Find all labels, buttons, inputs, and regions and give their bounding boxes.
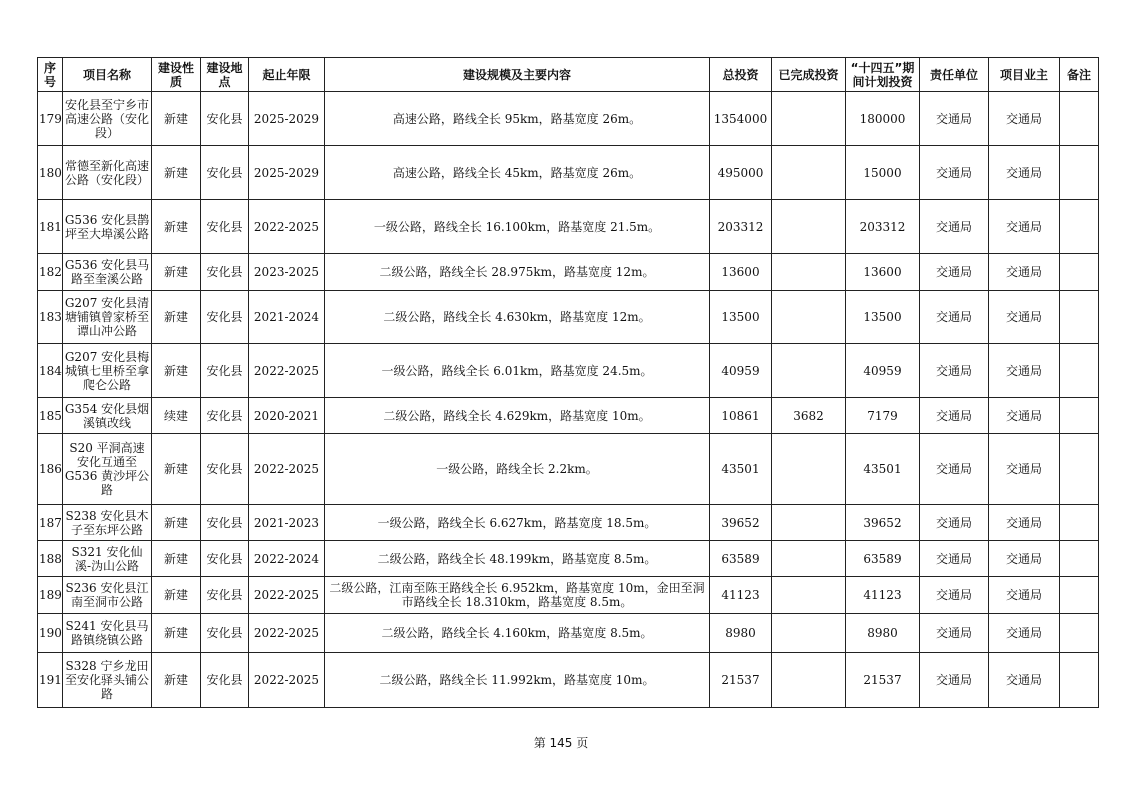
header-location: 建设地点 bbox=[201, 58, 249, 92]
cell-nature: 新建 bbox=[152, 146, 201, 200]
cell-completed bbox=[772, 577, 846, 614]
cell-seq: 183 bbox=[38, 291, 63, 344]
cell-nature: 新建 bbox=[152, 344, 201, 398]
cell-plan: 43501 bbox=[846, 434, 920, 505]
cell-plan: 63589 bbox=[846, 541, 920, 577]
cell-owner: 交通局 bbox=[989, 541, 1060, 577]
cell-content: 高速公路，路线全长 45km，路基宽度 26m。 bbox=[325, 146, 710, 200]
cell-plan: 180000 bbox=[846, 92, 920, 146]
cell-period: 2021-2024 bbox=[249, 291, 325, 344]
cell-owner: 交通局 bbox=[989, 254, 1060, 291]
cell-content: 二级公路，路线全长 4.629km，路基宽度 10m。 bbox=[325, 398, 710, 434]
cell-nature: 新建 bbox=[152, 505, 201, 541]
cell-seq: 180 bbox=[38, 146, 63, 200]
cell-owner: 交通局 bbox=[989, 344, 1060, 398]
header-owner: 项目业主 bbox=[989, 58, 1060, 92]
cell-completed bbox=[772, 254, 846, 291]
cell-location: 安化县 bbox=[201, 398, 249, 434]
cell-plan: 203312 bbox=[846, 200, 920, 254]
cell-name: G207 安化县清塘铺镇曾家桥至谭山冲公路 bbox=[63, 291, 152, 344]
cell-location: 安化县 bbox=[201, 577, 249, 614]
cell-content: 高速公路，路线全长 95km，路基宽度 26m。 bbox=[325, 92, 710, 146]
cell-location: 安化县 bbox=[201, 291, 249, 344]
cell-remark bbox=[1060, 653, 1099, 708]
cell-completed bbox=[772, 614, 846, 653]
cell-nature: 新建 bbox=[152, 254, 201, 291]
table-row bbox=[38, 92, 1099, 146]
cell-dept: 交通局 bbox=[920, 398, 989, 434]
header-remark: 备注 bbox=[1060, 58, 1099, 92]
cell-completed bbox=[772, 653, 846, 708]
cell-plan: 40959 bbox=[846, 344, 920, 398]
cell-remark bbox=[1060, 614, 1099, 653]
cell-dept: 交通局 bbox=[920, 653, 989, 708]
cell-dept: 交通局 bbox=[920, 434, 989, 505]
cell-content: 一级公路，路线全长 6.01km，路基宽度 24.5m。 bbox=[325, 344, 710, 398]
header-dept: 责任单位 bbox=[920, 58, 989, 92]
cell-dept: 交通局 bbox=[920, 254, 989, 291]
cell-plan: 21537 bbox=[846, 653, 920, 708]
cell-owner: 交通局 bbox=[989, 434, 1060, 505]
cell-nature: 新建 bbox=[152, 92, 201, 146]
cell-remark bbox=[1060, 541, 1099, 577]
table-row bbox=[38, 541, 1099, 577]
cell-seq: 189 bbox=[38, 577, 63, 614]
cell-dept: 交通局 bbox=[920, 614, 989, 653]
cell-name: 安化县至宁乡市高速公路（安化段） bbox=[63, 92, 152, 146]
cell-period: 2021-2023 bbox=[249, 505, 325, 541]
cell-remark bbox=[1060, 398, 1099, 434]
header-period: 起止年限 bbox=[249, 58, 325, 92]
cell-location: 安化县 bbox=[201, 344, 249, 398]
cell-total: 63589 bbox=[710, 541, 772, 577]
cell-completed bbox=[772, 146, 846, 200]
cell-nature: 新建 bbox=[152, 653, 201, 708]
cell-total: 43501 bbox=[710, 434, 772, 505]
cell-nature: 新建 bbox=[152, 614, 201, 653]
cell-location: 安化县 bbox=[201, 653, 249, 708]
cell-remark bbox=[1060, 577, 1099, 614]
header-total: 总投资 bbox=[710, 58, 772, 92]
cell-total: 10861 bbox=[710, 398, 772, 434]
cell-period: 2022-2025 bbox=[249, 344, 325, 398]
cell-content: 二级公路，江南至陈王路线全长 6.952km，路基宽度 10m，金田至洞市路线全长 18.310km，路基宽度 8.5m。 bbox=[325, 577, 710, 614]
cell-completed bbox=[772, 291, 846, 344]
header-plan: “十四五”期间计划投资 bbox=[846, 58, 920, 92]
cell-owner: 交通局 bbox=[989, 200, 1060, 254]
table-row bbox=[38, 291, 1099, 344]
cell-nature: 新建 bbox=[152, 200, 201, 254]
cell-total: 8980 bbox=[710, 614, 772, 653]
cell-owner: 交通局 bbox=[989, 577, 1060, 614]
cell-dept: 交通局 bbox=[920, 291, 989, 344]
cell-plan: 7179 bbox=[846, 398, 920, 434]
table-row bbox=[38, 146, 1099, 200]
cell-nature: 新建 bbox=[152, 541, 201, 577]
cell-period: 2025-2029 bbox=[249, 92, 325, 146]
cell-remark bbox=[1060, 146, 1099, 200]
cell-dept: 交通局 bbox=[920, 200, 989, 254]
cell-name: G536 安化县鹊坪至大埠溪公路 bbox=[63, 200, 152, 254]
project-table bbox=[37, 57, 1099, 708]
cell-seq: 182 bbox=[38, 254, 63, 291]
cell-dept: 交通局 bbox=[920, 344, 989, 398]
cell-nature: 续建 bbox=[152, 398, 201, 434]
table-row bbox=[38, 254, 1099, 291]
table-row bbox=[38, 200, 1099, 254]
page-number: 第 145 页 bbox=[533, 736, 589, 750]
cell-dept: 交通局 bbox=[920, 577, 989, 614]
cell-content: 一级公路，路线全长 16.100km，路基宽度 21.5m。 bbox=[325, 200, 710, 254]
cell-remark bbox=[1060, 505, 1099, 541]
cell-total: 203312 bbox=[710, 200, 772, 254]
cell-seq: 184 bbox=[38, 344, 63, 398]
cell-period: 2022-2025 bbox=[249, 434, 325, 505]
cell-dept: 交通局 bbox=[920, 541, 989, 577]
cell-content: 一级公路，路线全长 2.2km。 bbox=[325, 434, 710, 505]
cell-location: 安化县 bbox=[201, 200, 249, 254]
cell-total: 495000 bbox=[710, 146, 772, 200]
table-body bbox=[38, 92, 1099, 708]
cell-name: S20 平洞高速安化互通至G536 黄沙坪公路 bbox=[63, 434, 152, 505]
cell-dept: 交通局 bbox=[920, 505, 989, 541]
cell-completed bbox=[772, 200, 846, 254]
cell-total: 13500 bbox=[710, 291, 772, 344]
cell-plan: 39652 bbox=[846, 505, 920, 541]
cell-name: S321 安化仙溪-沩山公路 bbox=[63, 541, 152, 577]
cell-content: 一级公路，路线全长 6.627km，路基宽度 18.5m。 bbox=[325, 505, 710, 541]
cell-nature: 新建 bbox=[152, 434, 201, 505]
cell-location: 安化县 bbox=[201, 92, 249, 146]
cell-owner: 交通局 bbox=[989, 653, 1060, 708]
header-completed: 已完成投资 bbox=[772, 58, 846, 92]
cell-seq: 191 bbox=[38, 653, 63, 708]
cell-seq: 181 bbox=[38, 200, 63, 254]
cell-remark bbox=[1060, 291, 1099, 344]
cell-completed bbox=[772, 505, 846, 541]
cell-owner: 交通局 bbox=[989, 291, 1060, 344]
cell-name: S328 宁乡龙田至安化驿头铺公路 bbox=[63, 653, 152, 708]
cell-seq: 187 bbox=[38, 505, 63, 541]
table-row bbox=[38, 653, 1099, 708]
cell-total: 1354000 bbox=[710, 92, 772, 146]
cell-name: S238 安化县木子至东坪公路 bbox=[63, 505, 152, 541]
cell-name: 常德至新化高速公路（安化段） bbox=[63, 146, 152, 200]
cell-dept: 交通局 bbox=[920, 92, 989, 146]
cell-plan: 41123 bbox=[846, 577, 920, 614]
table-row bbox=[38, 344, 1099, 398]
cell-total: 41123 bbox=[710, 577, 772, 614]
cell-name: S241 安化县马路镇绕镇公路 bbox=[63, 614, 152, 653]
cell-completed: 3682 bbox=[772, 398, 846, 434]
cell-nature: 新建 bbox=[152, 291, 201, 344]
cell-period: 2022-2025 bbox=[249, 577, 325, 614]
cell-total: 40959 bbox=[710, 344, 772, 398]
table-row bbox=[38, 614, 1099, 653]
cell-seq: 185 bbox=[38, 398, 63, 434]
cell-plan: 15000 bbox=[846, 146, 920, 200]
header-content: 建设规模及主要内容 bbox=[325, 58, 710, 92]
cell-remark bbox=[1060, 92, 1099, 146]
cell-nature: 新建 bbox=[152, 577, 201, 614]
cell-total: 39652 bbox=[710, 505, 772, 541]
cell-location: 安化县 bbox=[201, 541, 249, 577]
cell-plan: 13600 bbox=[846, 254, 920, 291]
cell-completed bbox=[772, 92, 846, 146]
cell-period: 2023-2025 bbox=[249, 254, 325, 291]
cell-period: 2022-2024 bbox=[249, 541, 325, 577]
cell-period: 2025-2029 bbox=[249, 146, 325, 200]
cell-period: 2022-2025 bbox=[249, 200, 325, 254]
header-name: 项目名称 bbox=[63, 58, 152, 92]
cell-remark bbox=[1060, 254, 1099, 291]
cell-name: G536 安化县马路至奎溪公路 bbox=[63, 254, 152, 291]
header-row bbox=[38, 58, 1099, 92]
cell-name: G207 安化县梅城镇七里桥至拿爬仑公路 bbox=[63, 344, 152, 398]
cell-remark bbox=[1060, 344, 1099, 398]
cell-name: S236 安化县江南至洞市公路 bbox=[63, 577, 152, 614]
cell-owner: 交通局 bbox=[989, 92, 1060, 146]
cell-location: 安化县 bbox=[201, 146, 249, 200]
cell-owner: 交通局 bbox=[989, 505, 1060, 541]
cell-location: 安化县 bbox=[201, 434, 249, 505]
cell-dept: 交通局 bbox=[920, 146, 989, 200]
table-row bbox=[38, 505, 1099, 541]
table-row bbox=[38, 398, 1099, 434]
cell-total: 21537 bbox=[710, 653, 772, 708]
cell-period: 2022-2025 bbox=[249, 653, 325, 708]
cell-seq: 188 bbox=[38, 541, 63, 577]
cell-plan: 13500 bbox=[846, 291, 920, 344]
cell-period: 2022-2025 bbox=[249, 614, 325, 653]
cell-name: G354 安化县烟溪镇改线 bbox=[63, 398, 152, 434]
table-row bbox=[38, 577, 1099, 614]
cell-total: 13600 bbox=[710, 254, 772, 291]
cell-seq: 186 bbox=[38, 434, 63, 505]
cell-location: 安化县 bbox=[201, 254, 249, 291]
cell-plan: 8980 bbox=[846, 614, 920, 653]
header-nature: 建设性质 bbox=[152, 58, 201, 92]
cell-content: 二级公路，路线全长 4.630km，路基宽度 12m。 bbox=[325, 291, 710, 344]
cell-content: 二级公路，路线全长 11.992km，路基宽度 10m。 bbox=[325, 653, 710, 708]
cell-seq: 179 bbox=[38, 92, 63, 146]
cell-remark bbox=[1060, 434, 1099, 505]
cell-owner: 交通局 bbox=[989, 614, 1060, 653]
table-row bbox=[38, 434, 1099, 505]
cell-completed bbox=[772, 541, 846, 577]
cell-content: 二级公路，路线全长 48.199km，路基宽度 8.5m。 bbox=[325, 541, 710, 577]
cell-period: 2020-2021 bbox=[249, 398, 325, 434]
cell-remark bbox=[1060, 200, 1099, 254]
cell-location: 安化县 bbox=[201, 614, 249, 653]
cell-owner: 交通局 bbox=[989, 146, 1060, 200]
cell-content: 二级公路，路线全长 4.160km，路基宽度 8.5m。 bbox=[325, 614, 710, 653]
header-seq: 序号 bbox=[38, 58, 63, 92]
cell-completed bbox=[772, 434, 846, 505]
cell-location: 安化县 bbox=[201, 505, 249, 541]
cell-seq: 190 bbox=[38, 614, 63, 653]
cell-owner: 交通局 bbox=[989, 398, 1060, 434]
cell-completed bbox=[772, 344, 846, 398]
cell-content: 二级公路，路线全长 28.975km，路基宽度 12m。 bbox=[325, 254, 710, 291]
